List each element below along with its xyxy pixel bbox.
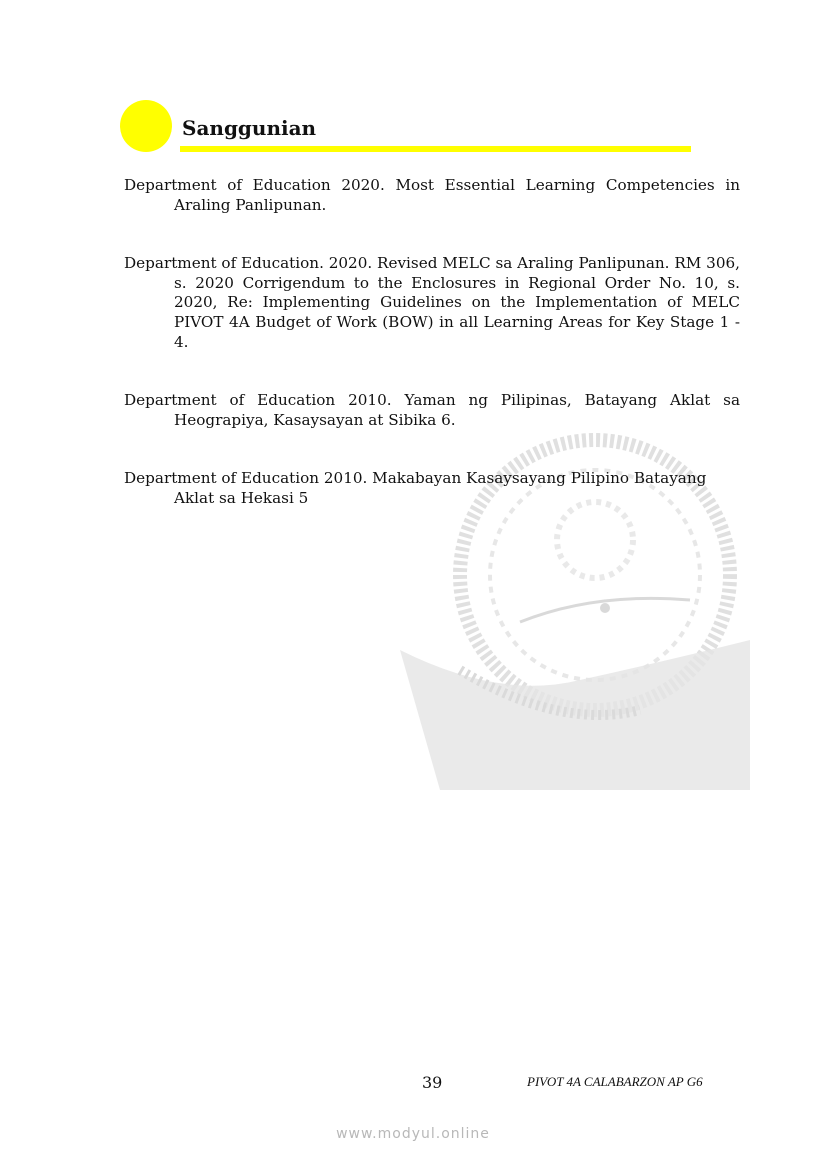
reference-item: Department of Education 2010. Makabayan Kasaysayang Pilipino Batayang Aklat sa Hekasi 5 [124,469,707,507]
reference-item: Department of Education. 2020. Revised MELC sa Araling Panlipunan. RM 306, s. 2020 Corrigendum to the Enclosures in Regional Order No. 10, s. 2020, Re: Implementing Guidelines on the Implementation of MELC PIVOT 4A Budget of Work (BOW) in all Learning Areas for Key Stage 1 - 4. [124,254,740,351]
yellow-circle-icon [120,100,172,152]
page-number: 39 [422,1073,443,1092]
reference-item: Department of Education 2010. Yaman ng Pilipinas, Batayang Aklat sa Heograpiya, Kasaysayan at Sibika 6. [124,391,740,429]
footer-title: PIVOT 4A CALABARZON AP G6 [527,1074,703,1089]
reference-item: Department of Education 2020. Most Essential Learning Competencies in Araling Panlipunan. [124,176,740,214]
section-title: Sanggunian [182,116,317,140]
site-watermark: www.modyul.online [336,1126,490,1142]
heading-underline [180,146,691,152]
reference-list [124,176,740,509]
